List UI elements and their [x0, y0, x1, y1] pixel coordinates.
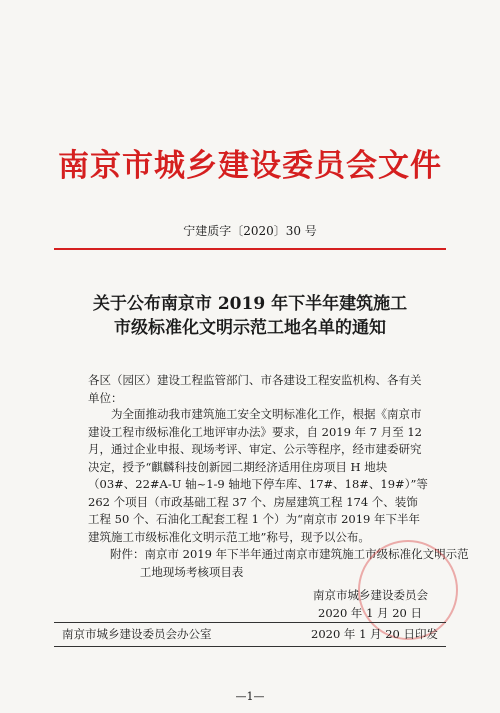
document-number: 宁建质字〔2020〕30 号 [183, 224, 317, 238]
footer-print-date: 2020 年 1 月 20 日印发 [311, 627, 438, 641]
attachment-note: 附件：南京市 2019 年下半年通过南京市建筑施工市级标准化文明示范工地现场考核项目表 [110, 547, 469, 579]
red-divider-line [54, 248, 446, 250]
body-paragraph: 为全面推动我市建筑施工安全文明标准化工作，根据《南京市建设工程市级标准化工地评审办法》要求，自 2019 年 7 月至 12 月，通过企业申报、现场考评、审定、公示等程序，经市建委研究决定，授予“麒麟科技创新园二期经济适用住房项目 H 地块（03#、22#A-U 轴~1-9 轴地下停车库、17#、18#、19#）”等 262 个项目（市政基础工程 37 个、房屋建筑工程 174 个、装饰工程 50 个、石油化工配套工程 1 个）为“南京市 2019 年下半年建筑施工市级标准化文明示范工地”称号，现予以公布。 [88, 407, 428, 544]
footer-bottom-rule [54, 646, 446, 647]
document-header-title: 南京市城乡建设委员会文件 [58, 148, 442, 184]
signature-org: 南京市城乡建设委员会 [313, 588, 428, 602]
notice-title [0, 292, 500, 340]
footer-office: 南京市城乡建设委员会办公室 [62, 627, 212, 641]
footer-top-rule [54, 622, 446, 623]
notice-title-line2: 市级标准化文明示范工地名单的通知 [114, 318, 386, 338]
notice-title-line1: 关于公布南京市 2019 年下半年建筑施工 [92, 294, 408, 314]
signature-date: 2020 年 1 月 20 日 [318, 606, 422, 620]
addressee: 各区（园区）建设工程监管部门、市各建设工程安监机构、各有关单位： [88, 373, 422, 405]
page-number: —1— [235, 690, 265, 703]
signature-block [313, 586, 428, 622]
footer-bar [54, 626, 446, 642]
